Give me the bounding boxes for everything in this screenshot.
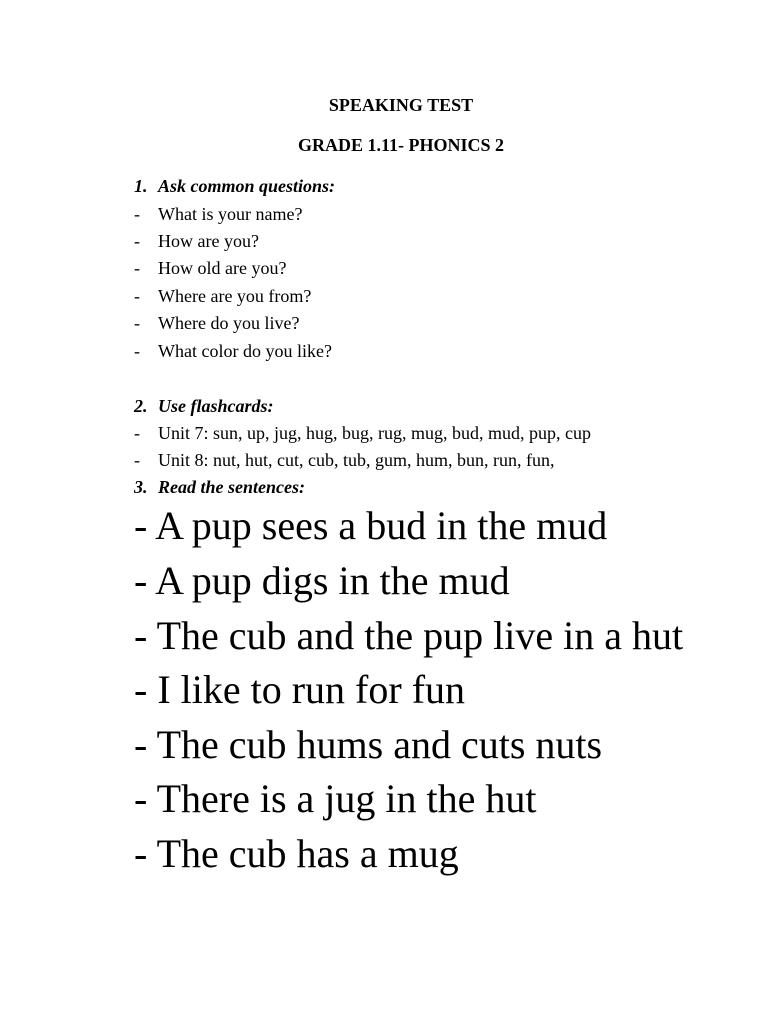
question-text: What is your name? <box>158 204 303 224</box>
list-item <box>134 422 591 444</box>
sentence-line: - I like to run for fun <box>134 667 466 712</box>
bullet: - <box>134 313 140 333</box>
section-3-heading <box>134 476 305 498</box>
section-1-heading <box>134 175 335 197</box>
list-item <box>134 257 286 279</box>
document-subtitle: GRADE 1.11- PHONICS 2 <box>297 135 504 155</box>
list-item <box>134 203 302 225</box>
bullet: - <box>134 258 140 278</box>
document-title: SPEAKING TEST <box>328 95 474 115</box>
question-text: How are you? <box>158 231 259 251</box>
flashcard-unit-text: Unit 8: nut, hut, cut, cub, tub, gum, hum, bun, run, fun, <box>158 450 555 470</box>
bullet: - <box>134 341 140 361</box>
bullet: - <box>134 204 140 224</box>
sentence-line: - The cub and the pup live in a hut <box>134 613 684 658</box>
question-text: What color do you like? <box>158 341 332 361</box>
section-number: 2. <box>134 396 148 416</box>
sentence-line: - There is a jug in the hut <box>134 776 537 821</box>
section-title: Read the sentences: <box>158 477 305 497</box>
question-text: How old are you? <box>158 258 287 278</box>
question-text: Where do you live? <box>158 313 300 333</box>
list-item <box>134 449 554 471</box>
flashcard-unit-text: Unit 7: sun, up, jug, hug, bug, rug, mug, bud, mud, pup, cup <box>158 423 591 443</box>
section-2-heading <box>134 395 274 417</box>
bullet: - <box>134 423 140 443</box>
section-number: 1. <box>134 176 148 196</box>
question-text: Where are you from? <box>158 286 312 306</box>
section-title: Use flashcards: <box>158 396 274 416</box>
list-item <box>134 285 311 307</box>
section-number: 3. <box>134 477 148 497</box>
list-item <box>134 312 299 334</box>
section-title: Ask common questions: <box>158 176 336 196</box>
sentence-line: - A pup digs in the mud <box>134 558 510 603</box>
bullet: - <box>134 450 140 470</box>
list-item <box>134 340 332 362</box>
list-item <box>134 230 259 252</box>
bullet: - <box>134 286 140 306</box>
bullet: - <box>134 231 140 251</box>
sentence-line: - A pup sees a bud in the mud <box>134 503 608 548</box>
sentence-line: - The cub has a mug <box>134 831 459 876</box>
sentence-line: - The cub hums and cuts nuts <box>134 722 603 767</box>
